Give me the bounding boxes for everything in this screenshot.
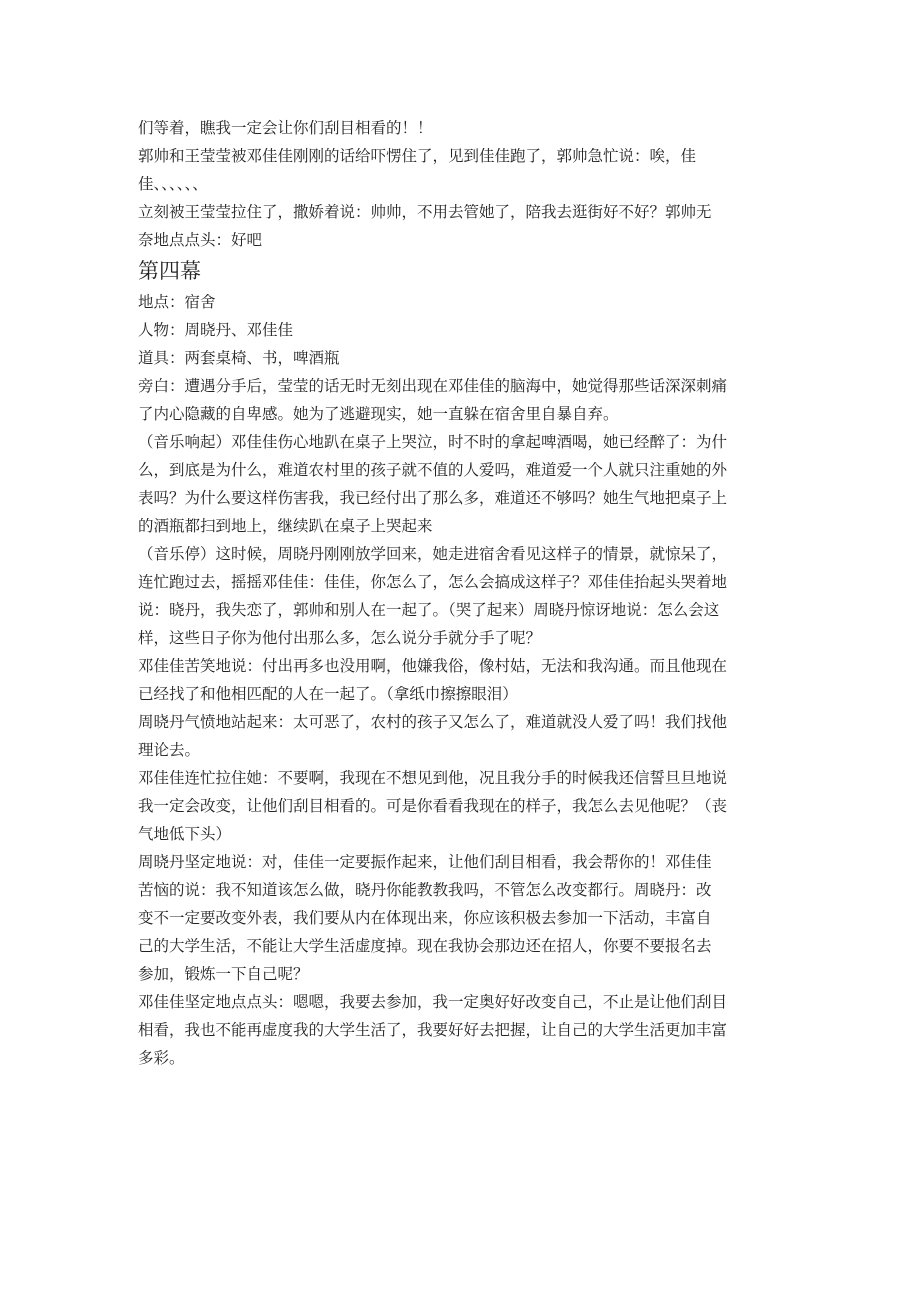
text-line: 说：晓丹，我失恋了，郭帅和别人在一起了。（哭了起来）周晓丹惊讶地说：怎么会这 (138, 601, 720, 619)
text-line: 奈地点点头：好吧 (138, 231, 263, 249)
text-line: （音乐停）这时候，周晓丹刚刚放学回来，她走进宿舍看见这样子的情景，就惊呆了， (138, 545, 728, 563)
text-line: 参加，锻炼一下自己呢？ (138, 965, 309, 983)
text-line: 邓佳佳连忙拉住她：不要啊，我现在不想见到他，况且我分手的时候我还信誓旦旦地说 (138, 769, 728, 787)
text-line: 已经找了和他相匹配的人在一起了。（拿纸巾擦擦眼泪） (138, 685, 518, 703)
text-line: 我一定会改变，让他们刮目相看的。可是你看看我现在的样子，我怎么去见他呢？（丧 (138, 797, 728, 815)
text-line: 气地低下头） (138, 825, 232, 843)
text-line: 么，到底是为什么，难道农村里的孩子就不值的人爱吗，难道爱一个人就只注重她的外 (138, 461, 728, 479)
text-line: 郭帅和王莹莹被邓佳佳刚刚的话给吓愣住了，见到佳佳跑了，郭帅急忙说：唉，佳 (138, 147, 697, 165)
text-line: （音乐响起）邓佳佳伤心地趴在桌子上哭泣，时不时的拿起啤酒喝，她已经醉了：为什 (138, 433, 728, 451)
text-line: 苦恼的说：我不知道该怎么做，晓丹你能教教我吗，不管怎么改变都行。周晓丹：改 (138, 881, 712, 899)
section-heading: 第四幕 (138, 259, 201, 283)
text-line: 旁白：遭遇分手后，莹莹的话无时无刻出现在邓佳佳的脑海中，她觉得那些话深深刺痛 (138, 377, 728, 395)
text-line: 理论去。 (138, 741, 201, 759)
text-line: 变不一定要改变外表，我们要从内在体现出来，你应该积极去参加一下活动，丰富自 (138, 909, 712, 927)
text-line: 邓佳佳苦笑地说：付出再多也没用啊，他嫌我俗，像村姑，无法和我沟通。而且他现在 (138, 657, 728, 675)
text-line: 立刻被王莹莹拉住了，撒娇着说：帅帅，不用去管她了，陪我去逛街好不好？郭帅无 (138, 203, 712, 221)
text-line: 周晓丹坚定地说：对，佳佳一定要振作起来，让他们刮目相看，我会帮你的！邓佳佳 (138, 853, 712, 871)
text-line: 相看，我也不能再虚度我的大学生活了，我要好好去把握，让自己的大学生活更加丰富 (138, 1021, 728, 1039)
text-line: 连忙跑过去，摇摇邓佳佳：佳佳，你怎么了，怎么会搞成这样子？邓佳佳抬起头哭着地 (138, 573, 728, 591)
text-line: 们等着，瞧我一定会让你们刮目相看的！！ (138, 119, 433, 137)
text-line: 多彩。 (138, 1049, 185, 1067)
text-line: 周晓丹气愤地站起来：太可恶了，农村的孩子又怎么了，难道就没人爱了吗！我们找他 (138, 713, 728, 731)
text-line: 的酒瓶都扫到地上，继续趴在桌子上哭起来 (138, 517, 433, 535)
text-line: 邓佳佳坚定地点点头：嗯嗯，我要去参加，我一定奥好好改变自己，不止是让他们刮目 (138, 993, 728, 1011)
text-line: 己的大学生活，不能让大学生活虚度掉。现在我协会那边还在招人，你要不要报名去 (138, 937, 712, 955)
text-line: 道具：两套桌椅、书，啤酒瓶 (138, 349, 340, 367)
text-line: 表吗？为什么要这样伤害我，我已经付出了那么多，难道还不够吗？她生气地把桌子上 (138, 489, 728, 507)
text-line: 了内心隐藏的自卑感。她为了逃避现实，她一直躲在宿舍里自暴自弃。 (138, 405, 619, 423)
text-line: 样，这些日子你为他付出那么多，怎么说分手就分手了呢？ (138, 629, 542, 647)
text-line: 人物：周晓丹、邓佳佳 (138, 321, 294, 339)
text-line: 佳、、、、、、 (138, 175, 208, 193)
document-body (138, 114, 798, 1072)
text-line: 地点：宿舍 (138, 293, 216, 311)
